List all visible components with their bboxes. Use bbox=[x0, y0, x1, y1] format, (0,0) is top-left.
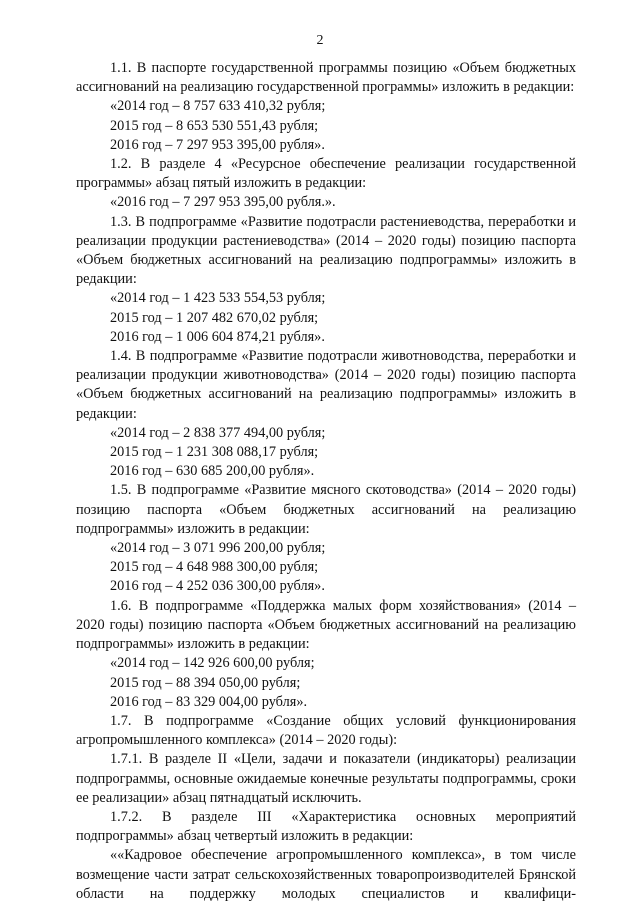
document-body bbox=[76, 59, 576, 904]
paragraph-1-3: 1.3. В подпрограмме «Развитие подотрасли растениеводства, переработки и реализации продукции растениеводства» (2014 – 2020 годы) позицию паспорта «Объем бюджетных ассигнований на реализацию подпрограммы» изложить в редакции: bbox=[76, 213, 576, 288]
amount-line-2016: 2016 год – 83 329 004,00 рубля». bbox=[110, 693, 308, 710]
amount-line-2016: 2016 год – 7 297 953 395,00 рубля». bbox=[110, 136, 325, 153]
amount-line-2016: 2016 год – 4 252 036 300,00 рубля». bbox=[110, 578, 325, 595]
amount-line-2016: «2016 год – 7 297 953 395,00 рубля.». bbox=[110, 194, 336, 211]
paragraph-1-7-2: 1.7.2. В разделе III «Характеристика основных мероприятий подпрограммы» абзац четвертый изложить в редакции: bbox=[76, 808, 576, 845]
paragraph-1-6: 1.6. В подпрограмме «Поддержка малых форм хозяйствования» (2014 – 2020 годы) позицию паспорта «Объем бюджетных ассигнований на реализацию подпрограммы» изложить в редакции: bbox=[76, 597, 576, 653]
paragraph-1-7: 1.7. В подпрограмме «Создание общих условий функционирования агропромышленного комплекса» (2014 – 2020 годы): bbox=[76, 712, 576, 749]
paragraph-1-1: 1.1. В паспорте государственной программы позицию «Объем бюджетных ассигнований на реализацию государственной программы» изложить в редакции: bbox=[76, 60, 576, 96]
amount-line-2014: «2014 год – 8 757 633 410,32 рубля; bbox=[110, 98, 326, 115]
paragraph-1-4: 1.4. В подпрограмме «Развитие подотрасли животноводства, переработки и реализации продукции животноводства» (2014 – 2020 годы) позицию паспорта «Объем бюджетных ассигнований на реализацию подпрограммы» изложить в редакции: bbox=[76, 348, 576, 422]
amount-line-2016: 2016 год – 630 685 200,00 рубля». bbox=[110, 463, 315, 480]
quoted-paragraph: ««Кадровое обеспечение агропромышленного комплекса», в том числе возмещение части затрат сельскохозяйственных товаропроизводителей Брянской области на поддержку молодых специалистов и квалифици- bbox=[76, 847, 576, 902]
paragraph-1-2: 1.2. В разделе 4 «Ресурсное обеспечение реализации государственной программы» абзац пятый изложить в редакции: bbox=[76, 156, 576, 192]
amount-line-2015: 2015 год – 8 653 530 551,43 рубля; bbox=[110, 117, 319, 134]
page-number: 2 bbox=[316, 33, 324, 48]
amount-line-2015: 2015 год – 88 394 050,00 рубля; bbox=[110, 674, 301, 691]
amount-line-2014: «2014 год – 1 423 533 554,53 рубля; bbox=[110, 290, 326, 307]
amount-line-2014: «2014 год – 2 838 377 494,00 рубля; bbox=[110, 424, 326, 441]
amount-line-2015: 2015 год – 1 207 482 670,02 рубля; bbox=[110, 309, 319, 326]
paragraph-1-7-1: 1.7.1. В разделе II «Цели, задачи и показатели (индикаторы) реализации подпрограммы, основные ожидаемые конечные результаты подпрограммы, сроки ее реализации» абзац пятнадцатый исключить. bbox=[76, 751, 576, 806]
amount-line-2016: 2016 год – 1 006 604 874,21 рубля». bbox=[110, 328, 325, 345]
amount-line-2014: «2014 год – 3 071 996 200,00 рубля; bbox=[110, 540, 326, 557]
amount-line-2015: 2015 год – 4 648 988 300,00 рубля; bbox=[110, 559, 319, 576]
amount-line-2014: «2014 год – 142 926 600,00 рубля; bbox=[110, 655, 315, 672]
amount-line-2015: 2015 год – 1 231 308 088,17 рубля; bbox=[110, 444, 319, 461]
paragraph-1-5: 1.5. В подпрограмме «Развитие мясного скотоводства» (2014 – 2020 годы) позицию паспорта «Объем бюджетных ассигнований на реализацию подпрограммы» изложить в редакции: bbox=[76, 482, 576, 537]
